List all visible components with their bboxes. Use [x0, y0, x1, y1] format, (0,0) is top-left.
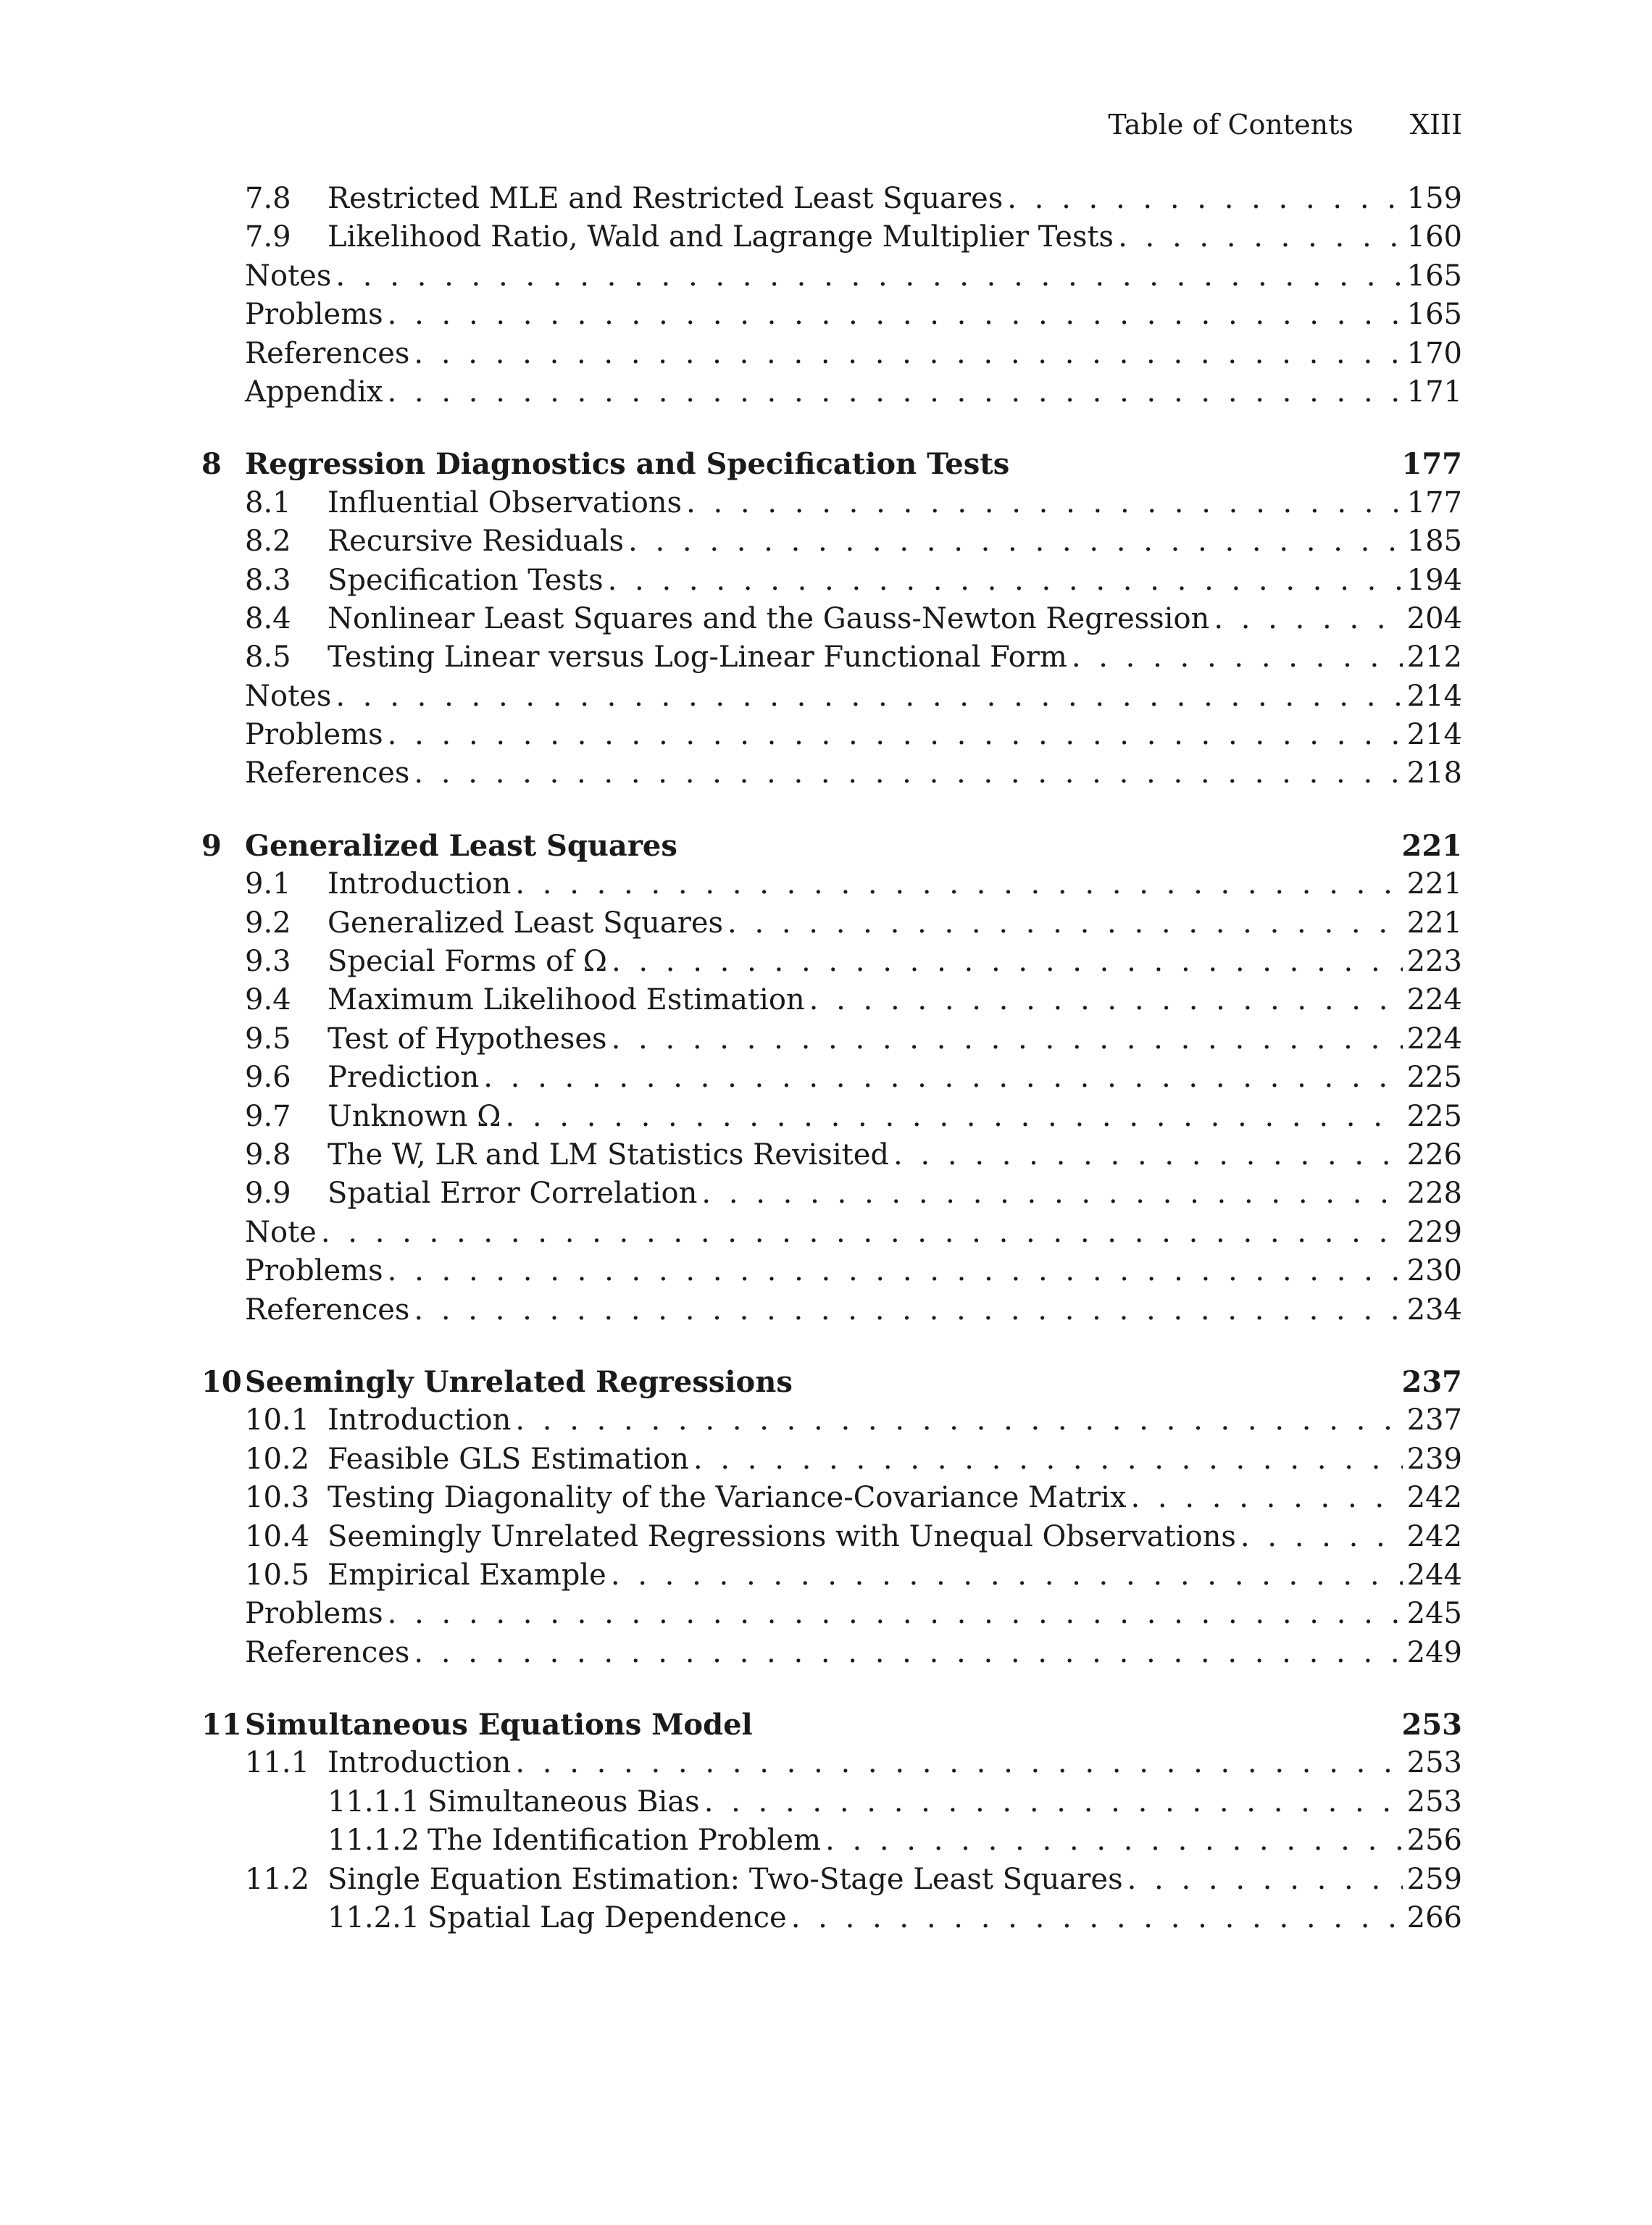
entry-title: Nonlinear Least Squares and the Gauss-Newton Regression: [328, 601, 1210, 635]
dot-leader: [701, 1174, 1402, 1213]
entry-page: 256: [1406, 1824, 1462, 1858]
entry-page: 194: [1406, 563, 1462, 597]
dot-leader: [515, 1744, 1402, 1782]
entry-title: References: [245, 1293, 410, 1327]
entry-page: 204: [1406, 601, 1462, 635]
toc-section: [201, 1059, 1462, 1097]
dot-leader: [1127, 1861, 1403, 1899]
dot-leader: [388, 716, 1403, 754]
entry-title: Empirical Example: [328, 1558, 606, 1592]
toc-chapter: [201, 827, 1462, 865]
chapter-page: 253: [1401, 1708, 1462, 1742]
entry-title: References: [245, 756, 410, 790]
entry-number: 8.2: [245, 525, 291, 559]
toc-section: [201, 1136, 1462, 1174]
table-of-contents: [201, 180, 1462, 1937]
entry-title: Introduction: [328, 867, 512, 901]
entry-title: Feasible GLS Estimation: [328, 1442, 689, 1476]
entry-page: 237: [1406, 1403, 1462, 1437]
dot-leader: [825, 1821, 1403, 1860]
entry-page: 214: [1406, 718, 1462, 752]
toc-chapter: [201, 1706, 1462, 1744]
dot-leader: [388, 373, 1403, 412]
entry-number: 9.6: [245, 1061, 291, 1095]
entry-title: Problems: [245, 298, 383, 332]
entry-page: 266: [1406, 1901, 1462, 1935]
toc-section: [201, 1556, 1462, 1595]
dot-leader: [791, 1899, 1403, 1937]
dot-leader: [1240, 1518, 1403, 1556]
toc-section: [201, 522, 1462, 561]
toc-section: [201, 943, 1462, 981]
entry-number: 8.4: [245, 601, 291, 635]
dot-leader: [515, 1401, 1402, 1440]
dot-leader: [727, 904, 1403, 943]
entry-title: Note: [245, 1215, 317, 1249]
dot-leader: [388, 1595, 1403, 1633]
entry-title: Problems: [245, 1254, 383, 1288]
entry-page: 245: [1406, 1597, 1462, 1631]
entry-number: 8.5: [245, 640, 291, 675]
toc-subsection: [201, 1783, 1462, 1821]
entry-page: 242: [1406, 1481, 1462, 1515]
entry-page: 212: [1406, 640, 1462, 675]
entry-number: 10.4: [245, 1519, 310, 1553]
entry-number: 9.7: [245, 1099, 291, 1133]
entry-page: 242: [1406, 1519, 1462, 1553]
entry-page: 244: [1406, 1558, 1462, 1592]
entry-page: 214: [1406, 679, 1462, 713]
dot-leader: [608, 562, 1403, 600]
entry-number: 9.2: [245, 906, 291, 940]
entry-title: Testing Diagonality of the Variance-Covariance Matrix: [328, 1481, 1127, 1515]
toc-section: [201, 1174, 1462, 1213]
entry-page: 249: [1406, 1635, 1462, 1669]
dot-leader: [1131, 1479, 1403, 1517]
dot-leader: [686, 484, 1403, 522]
entry-number: 10.1: [245, 1403, 310, 1437]
dot-leader: [505, 1098, 1402, 1136]
entry-page: 225: [1406, 1061, 1462, 1095]
toc-section: [201, 1401, 1462, 1440]
entry-number: 10.3: [245, 1481, 310, 1515]
dot-leader: [1214, 600, 1402, 638]
entry-page: 230: [1406, 1254, 1462, 1288]
toc-unnumbered: [201, 716, 1462, 754]
entry-title: Likelihood Ratio, Wald and Lagrange Multiplier Tests: [328, 220, 1114, 254]
dot-leader: [611, 1556, 1403, 1595]
toc-section: [201, 904, 1462, 943]
entry-page: 177: [1406, 485, 1462, 519]
toc-chapter: [201, 1363, 1462, 1401]
toc-subsection: [201, 1821, 1462, 1860]
toc-section: [201, 484, 1462, 522]
entry-number: 11.1: [245, 1746, 310, 1780]
toc-unnumbered: [201, 1291, 1462, 1329]
toc-section: [201, 180, 1462, 218]
page-number: XIII: [1409, 109, 1462, 141]
dot-leader: [693, 1440, 1403, 1479]
running-head: [1108, 109, 1462, 141]
entry-page: 160: [1406, 220, 1462, 254]
entry-title: Appendix: [245, 375, 383, 409]
entry-page: 185: [1406, 525, 1462, 559]
entry-number: 8.3: [245, 563, 291, 597]
dot-leader: [612, 1020, 1403, 1059]
toc-section: [201, 1744, 1462, 1782]
entry-number: 9.9: [245, 1177, 291, 1211]
entry-page: 239: [1406, 1442, 1462, 1476]
toc-section: [201, 1518, 1462, 1556]
dot-leader: [893, 1136, 1403, 1174]
entry-title: References: [245, 336, 410, 370]
toc-subsection: [201, 1899, 1462, 1937]
entry-title: The Identification Problem: [427, 1824, 822, 1858]
entry-title: Notes: [245, 679, 332, 713]
entry-page: 159: [1406, 182, 1462, 215]
entry-page: 234: [1406, 1293, 1462, 1327]
dot-leader: [335, 677, 1402, 716]
entry-number: 7.9: [245, 220, 291, 254]
toc-section: [201, 600, 1462, 638]
entry-number: 9.4: [245, 983, 291, 1017]
dot-leader: [414, 1634, 1402, 1672]
entry-title: Introduction: [328, 1403, 512, 1437]
entry-number: 9.5: [245, 1022, 291, 1056]
toc-unnumbered: [201, 677, 1462, 716]
dot-leader: [414, 335, 1402, 373]
entry-title: Maximum Likelihood Estimation: [328, 983, 805, 1017]
chapter-page: 177: [1401, 447, 1462, 482]
entry-number: 8.1: [245, 485, 291, 519]
entry-title: Spatial Error Correlation: [328, 1177, 698, 1211]
entry-page: 170: [1406, 336, 1462, 370]
entry-page: 224: [1406, 1022, 1462, 1056]
toc-unnumbered: [201, 296, 1462, 334]
entry-title: References: [245, 1635, 410, 1669]
entry-number: 9.8: [245, 1137, 291, 1172]
entry-title: The W, LR and LM Statistics Revisited: [328, 1137, 890, 1172]
entry-title: Spatial Lag Dependence: [427, 1901, 787, 1935]
dot-leader: [483, 1059, 1402, 1097]
dot-leader: [335, 257, 1402, 296]
dot-leader: [321, 1214, 1403, 1252]
entry-title: Prediction: [328, 1061, 480, 1095]
entry-page: 221: [1406, 906, 1462, 940]
entry-title: Restricted MLE and Restricted Least Squares: [328, 182, 1004, 215]
entry-title: Influential Observations: [328, 485, 683, 519]
toc-unnumbered: [201, 335, 1462, 373]
entry-page: 228: [1406, 1177, 1462, 1211]
chapter-title: Seemingly Unrelated Regressions: [245, 1364, 793, 1399]
dot-leader: [612, 943, 1403, 981]
entry-number: 11.1.2: [328, 1824, 420, 1858]
toc-unnumbered: [201, 1214, 1462, 1252]
entry-number: 11.2: [245, 1862, 310, 1896]
entry-number: 11.1.1: [328, 1784, 420, 1819]
chapter-page: 237: [1401, 1364, 1462, 1399]
toc-unnumbered: [201, 373, 1462, 412]
chapter-page: 221: [1401, 828, 1462, 863]
chapter-number: 11: [201, 1708, 242, 1742]
dot-leader: [809, 981, 1403, 1019]
dot-leader: [1007, 180, 1402, 218]
toc-section: [201, 638, 1462, 677]
entry-number: 9.1: [245, 867, 291, 901]
entry-title: Specification Tests: [328, 563, 604, 597]
entry-number: 10.5: [245, 1558, 310, 1592]
entry-page: 229: [1406, 1215, 1462, 1249]
chapter-title: Regression Diagnostics and Specification Tests: [245, 447, 1010, 482]
toc-section: [201, 1440, 1462, 1479]
entry-title: Special Forms of Ω: [328, 945, 607, 979]
entry-title: Notes: [245, 259, 332, 293]
toc-unnumbered: [201, 1634, 1462, 1672]
entry-title: Testing Linear versus Log-Linear Functional Form: [328, 640, 1067, 675]
entry-page: 218: [1406, 756, 1462, 790]
entry-page: 221: [1406, 867, 1462, 901]
toc-unnumbered: [201, 257, 1462, 296]
toc-unnumbered: [201, 1252, 1462, 1290]
entry-number: 11.2.1: [328, 1901, 420, 1935]
dot-leader: [388, 1252, 1403, 1290]
entry-number: 9.3: [245, 945, 291, 979]
entry-page: 165: [1406, 259, 1462, 293]
dot-leader: [414, 754, 1402, 793]
entry-title: Generalized Least Squares: [328, 906, 724, 940]
toc-section: [201, 1861, 1462, 1899]
toc-section: [201, 562, 1462, 600]
dot-leader: [628, 522, 1403, 561]
dot-leader: [388, 296, 1403, 334]
entry-title: Introduction: [328, 1746, 512, 1780]
running-title: Table of Contents: [1108, 109, 1353, 141]
entry-page: 226: [1406, 1137, 1462, 1172]
entry-title: Test of Hypotheses: [328, 1022, 607, 1056]
entry-title: Single Equation Estimation: Two-Stage Least Squares: [328, 1862, 1123, 1896]
toc-section: [201, 1020, 1462, 1059]
toc-section: [201, 865, 1462, 903]
entry-title: Problems: [245, 1597, 383, 1631]
entry-number: 7.8: [245, 182, 291, 215]
chapter-title: Generalized Least Squares: [245, 828, 677, 863]
dot-leader: [1118, 218, 1403, 256]
entry-page: 224: [1406, 983, 1462, 1017]
entry-page: 253: [1406, 1746, 1462, 1780]
chapter-number: 8: [201, 447, 222, 482]
toc-section: [201, 1479, 1462, 1517]
toc-chapter: [201, 445, 1462, 483]
entry-title: Simultaneous Bias: [427, 1784, 700, 1819]
entry-title: Problems: [245, 718, 383, 752]
toc-section: [201, 218, 1462, 256]
dot-leader: [1072, 638, 1403, 677]
entry-page: 259: [1406, 1862, 1462, 1896]
entry-title: Unknown Ω: [328, 1099, 501, 1133]
entry-title: Seemingly Unrelated Regressions with Unequal Observations: [328, 1519, 1236, 1553]
entry-page: 223: [1406, 945, 1462, 979]
entry-page: 165: [1406, 298, 1462, 332]
dot-leader: [414, 1291, 1402, 1329]
entry-number: 10.2: [245, 1442, 310, 1476]
entry-page: 253: [1406, 1784, 1462, 1819]
entry-page: 225: [1406, 1099, 1462, 1133]
entry-title: Recursive Residuals: [328, 525, 625, 559]
dot-leader: [704, 1783, 1403, 1821]
toc-unnumbered: [201, 1595, 1462, 1633]
chapter-number: 9: [201, 828, 222, 863]
dot-leader: [515, 865, 1402, 903]
toc-section: [201, 981, 1462, 1019]
chapter-number: 10: [201, 1364, 242, 1399]
toc-unnumbered: [201, 754, 1462, 793]
toc-section: [201, 1098, 1462, 1136]
chapter-title: Simultaneous Equations Model: [245, 1708, 753, 1742]
entry-page: 171: [1406, 375, 1462, 409]
